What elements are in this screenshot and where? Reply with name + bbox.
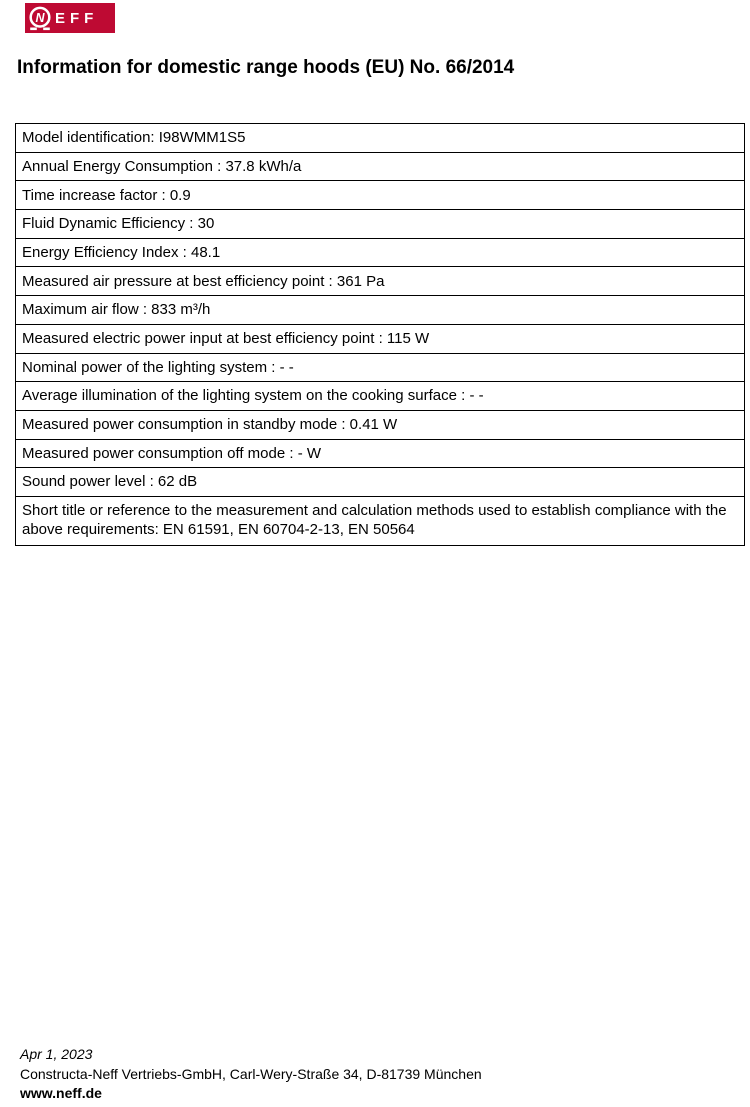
spec-cell-maximum-air-flow: Maximum air flow : 833 m³/h bbox=[16, 296, 744, 325]
neff-logo bbox=[25, 3, 115, 33]
footer bbox=[20, 1045, 482, 1104]
spec-cell-off-mode-power: Measured power consumption off mode : - W bbox=[16, 440, 744, 469]
footer-date: Apr 1, 2023 bbox=[20, 1046, 93, 1062]
spec-cell-energy-efficiency-index: Energy Efficiency Index : 48.1 bbox=[16, 239, 744, 268]
table-row bbox=[16, 181, 744, 210]
logo-monogram-n: N bbox=[35, 10, 45, 25]
table-row bbox=[16, 210, 744, 239]
spec-cell-time-increase-factor: Time increase factor : 0.9 bbox=[16, 181, 744, 210]
table-row bbox=[16, 354, 744, 383]
table-row bbox=[16, 411, 744, 440]
spec-cell-average-illumination: Average illumination of the lighting system on the cooking surface : - - bbox=[16, 382, 744, 411]
table-row bbox=[16, 440, 744, 469]
spec-cell-annual-energy-consumption: Annual Energy Consumption : 37.8 kWh/a bbox=[16, 153, 744, 182]
table-row bbox=[16, 497, 744, 545]
neff-logo-icon bbox=[25, 3, 115, 33]
footer-website: www.neff.de bbox=[20, 1085, 102, 1101]
table-row bbox=[16, 382, 744, 411]
spec-cell-model-identification: Model identification: I98WMM1S5 bbox=[16, 124, 744, 153]
table-row bbox=[16, 267, 744, 296]
spec-cell-air-pressure-best-efficiency: Measured air pressure at best efficiency point : 361 Pa bbox=[16, 267, 744, 296]
table-row bbox=[16, 325, 744, 354]
table-row bbox=[16, 296, 744, 325]
spec-cell-standby-power: Measured power consumption in standby mode : 0.41 W bbox=[16, 411, 744, 440]
logo-wordmark: EFF bbox=[55, 10, 99, 28]
spec-cell-fluid-dynamic-efficiency: Fluid Dynamic Efficiency : 30 bbox=[16, 210, 744, 239]
table-row bbox=[16, 468, 744, 497]
spec-table-body bbox=[16, 124, 744, 545]
page-title: Information for domestic range hoods (EU) No. 66/2014 bbox=[17, 57, 515, 78]
table-row bbox=[16, 239, 744, 268]
spec-table bbox=[15, 123, 745, 546]
spec-cell-nominal-lighting-power: Nominal power of the lighting system : - - bbox=[16, 354, 744, 383]
table-row bbox=[16, 153, 744, 182]
table-row bbox=[16, 124, 744, 153]
footer-address: Constructa-Neff Vertriebs-GmbH, Carl-Wery-Straße 34, D-81739 München bbox=[20, 1065, 482, 1082]
spec-cell-measurement-methods: Short title or reference to the measurement and calculation methods used to establish compliance with the above requirements: EN 61591, EN 60704-2-13, EN 50564 bbox=[22, 501, 727, 539]
spec-cell-sound-power-level: Sound power level : 62 dB bbox=[16, 468, 744, 497]
spec-cell-electric-power-input: Measured electric power input at best efficiency point : 115 W bbox=[16, 325, 744, 354]
